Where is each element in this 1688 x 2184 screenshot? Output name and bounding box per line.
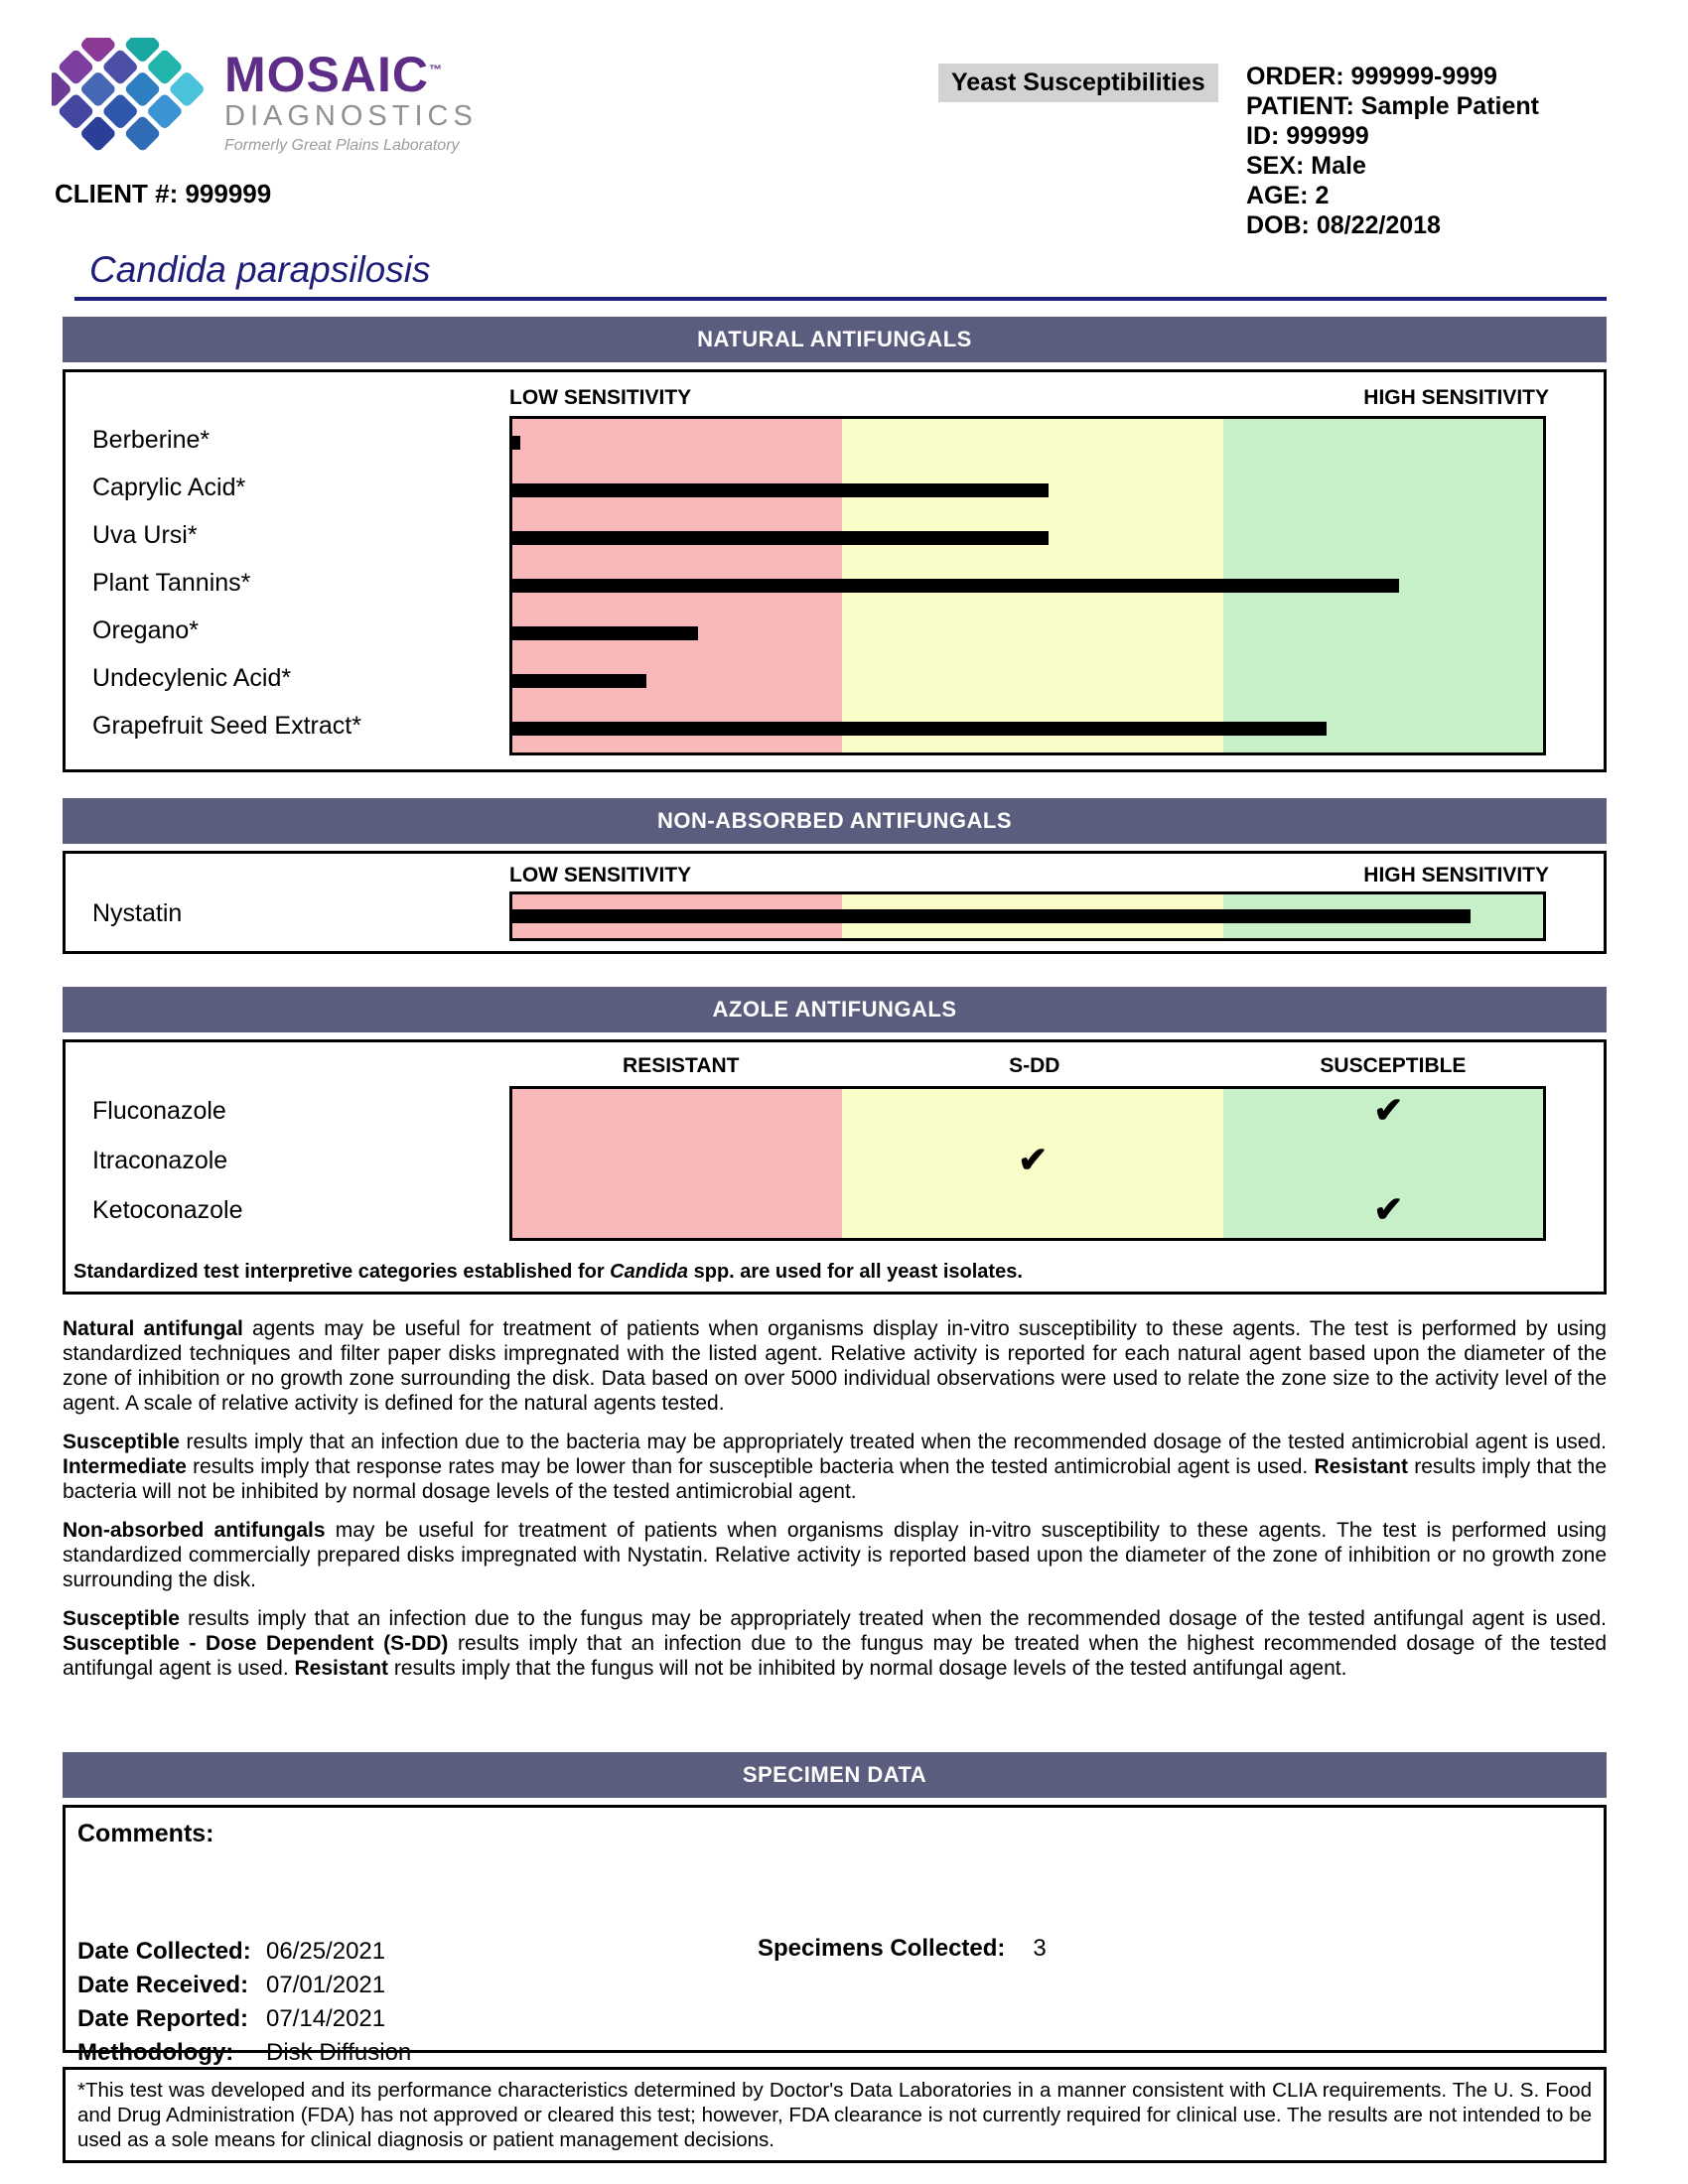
patient-info-line: DOB: 08/22/2018 (1246, 211, 1441, 239)
organism-heading: Candida parapsilosis (89, 249, 431, 290)
logo-title (224, 47, 478, 102)
agent-label: Undecylenic Acid* (92, 663, 292, 692)
field-label: Date Collected: (77, 1938, 251, 1965)
bold-term: Natural antifungal (63, 1317, 243, 1340)
specimens-collected-label: Specimens Collected: (758, 1935, 1006, 1962)
disclaimer-text: *This test was developed and its performance characteristics determined by Doctor's Data Laboratories in a manner consistent with CLIA requirements. The U. S. Food and Drug Administration (FDA) has not approved or cleared this test; however, FDA clearance is not currently required for clinical use. The results are not intended to be used as a sole means for clinical diagnosis or patient management decisions. (77, 2079, 1592, 2151)
agent-label: Nystatin (92, 898, 183, 927)
low-sensitivity-label: LOW SENSITIVITY (509, 864, 692, 887)
field-label: Date Received: (77, 1972, 249, 1998)
agent-label: Grapefruit Seed Extract* (92, 711, 361, 740)
logo-title-text: MOSAIC (224, 47, 429, 102)
agent-label: Plant Tannins* (92, 568, 251, 597)
chart-row (512, 562, 1543, 610)
heading-rule (74, 297, 1607, 301)
agent-label: Oregano* (92, 615, 200, 644)
patient-info-line: PATIENT: Sample Patient (1246, 92, 1539, 120)
specimen-field (77, 1969, 411, 2002)
drug-label: Itraconazole (92, 1146, 228, 1174)
low-sensitivity-label: LOW SENSITIVITY (509, 386, 692, 409)
specimen-fields (77, 1935, 411, 2070)
bold-term: Resistant (1314, 1455, 1408, 1478)
info-paragraph: Susceptible results imply that an infection due to the bacteria may be appropriately treated when the recommended dosage of the tested antimicrobial agent is used. Intermediate results imply that response rates may be lower than for susceptible bacteria when the tested antimicrobial agent is used. Resistant results imply that the bacteria will not be inhibited by normal dosage levels of the tested antimicrobial agent. (63, 1431, 1607, 1503)
bold-term: Intermediate (63, 1455, 187, 1478)
azole-note-italic: Candida (610, 1261, 689, 1283)
bold-term: Resistant (294, 1657, 389, 1680)
chart-row (512, 657, 1543, 705)
azole-note (73, 1261, 1594, 1292)
activity-bar (512, 674, 646, 688)
azole-row (512, 1089, 1543, 1139)
checkmark-icon: ✔ (1373, 1188, 1404, 1230)
sensitivity-axis-labels (509, 864, 1549, 887)
bold-term: Susceptible (63, 1607, 180, 1630)
checkmark-icon: ✔ (1018, 1139, 1049, 1180)
specimen-field (77, 2036, 411, 2070)
activity-bar (512, 531, 1049, 545)
chart-row (512, 419, 1543, 467)
patient-info-line: ID: 999999 (1246, 122, 1369, 150)
logo-tagline: Formerly Great Plains Laboratory (224, 137, 460, 154)
info-paragraph: Natural antifungal agents may be useful for treatment of patients when organisms display in-vitro susceptibility to these agents. The test is performed by using standardized techniques and filter paper disks impregnated with the listed agent. Relative activity is reported for each natural agent based upon the diameter of the zone of inhibition or no growth zone surrounding the disk. Data based on over 5000 individual observations were used to relate the zone size to the activity level of the agent. A scale of relative activity is defined for the natural agents tested. (63, 1317, 1607, 1415)
agent-label: Berberine* (92, 425, 211, 454)
activity-bar (512, 909, 1471, 923)
nonabsorbed-chart (66, 891, 1604, 951)
trademark-symbol: ™ (429, 62, 443, 77)
patient-info-line: SEX: Male (1246, 152, 1366, 180)
specimens-collected (758, 1935, 1047, 1963)
bold-term: Non-absorbed antifungals (63, 1519, 326, 1542)
specimens-collected-value: 3 (1033, 1935, 1047, 1962)
azole-chart (66, 1086, 1604, 1251)
nonabsorbed-agent-labels (66, 891, 509, 941)
activity-bar (512, 626, 698, 640)
mosaic-diamonds-icon (52, 38, 209, 155)
info-paragraph: Susceptible results imply that an infection due to the fungus may be appropriately treated when the recommended dosage of the tested antifungal agent is used. Susceptible - Dose Dependent (S-DD) results imply that an infection due to the fungus may be treated when the highest recommended dosage of the tested antifungal agent is used. Resistant results imply that the fungus will not be inhibited by normal dosage levels of the tested antifungal agent. (63, 1607, 1607, 1680)
client-number: CLIENT #: 999999 (55, 179, 272, 208)
activity-bar (512, 722, 1327, 736)
field-label: Methodology: (77, 2039, 234, 2066)
report-header (0, 0, 1688, 243)
sensitivity-axis-labels (509, 386, 1549, 410)
azole-note-suffix: spp. are used for all yeast isolates. (688, 1261, 1023, 1283)
field-value: 07/14/2021 (266, 2005, 386, 2032)
patient-info-line: ORDER: 999999-9999 (1246, 63, 1497, 90)
checkmark-icon: ✔ (1373, 1089, 1404, 1131)
interpretation-paragraphs (63, 1316, 1607, 1681)
nonabsorbed-chart-box (63, 851, 1607, 954)
high-sensitivity-label: HIGH SENSITIVITY (1363, 386, 1549, 409)
bold-term: Susceptible (63, 1431, 180, 1453)
patient-info-block (1246, 62, 1539, 240)
chart-row (512, 514, 1543, 562)
agent-label: Caprylic Acid* (92, 473, 246, 501)
natural-agent-labels (66, 416, 509, 755)
azole-section-header: AZOLE ANTIFUNGALS (63, 987, 1607, 1032)
logo-text (224, 38, 478, 155)
azole-result-band (509, 1086, 1546, 1241)
azole-row (512, 1188, 1543, 1238)
info-paragraph: Non-absorbed antifungals may be useful for treatment of patients when organisms display in-vitro susceptibility to these agents. The test is performed using standardized commercially prepared disks impregnated with Nystatin. Relative activity is reported based upon the diameter of the zone of inhibition or no growth zone surrounding the disk. (63, 1519, 1607, 1591)
bold-term: Susceptible - Dose Dependent (S-DD) (63, 1632, 449, 1655)
field-value: Disk Diffusion (266, 2039, 412, 2066)
report-title: Yeast Susceptibilities (938, 64, 1218, 102)
chart-row (512, 610, 1543, 657)
natural-chart (66, 416, 1604, 769)
field-label: Date Reported: (77, 2005, 249, 2032)
nonabsorbed-section-header: NON-ABSORBED ANTIFUNGALS (63, 798, 1607, 844)
azole-drug-labels (66, 1086, 509, 1241)
activity-bar (512, 483, 1049, 497)
azole-note-prefix: Standardized test interpretive categories established for (73, 1261, 611, 1283)
azole-column-header: RESISTANT (623, 1054, 740, 1077)
specimen-field (77, 2002, 411, 2036)
patient-info-line: AGE: 2 (1246, 182, 1330, 209)
azole-chart-box (63, 1039, 1607, 1295)
specimen-data-box (63, 1805, 1607, 2066)
drug-label: Fluconazole (92, 1096, 226, 1125)
natural-sensitivity-band (509, 416, 1546, 755)
disclaimer-box (63, 2067, 1607, 2163)
chart-row (512, 894, 1543, 938)
azole-column-header: SUSCEPTIBLE (1320, 1054, 1467, 1077)
specimen-section-header: SPECIMEN DATA (63, 1752, 1607, 1798)
nonabsorbed-sensitivity-band (509, 891, 1546, 941)
activity-bar (512, 436, 520, 450)
specimen-field (77, 1935, 411, 1969)
chart-row (512, 705, 1543, 752)
azole-row (512, 1139, 1543, 1188)
agent-label: Uva Ursi* (92, 520, 198, 549)
field-value: 07/01/2021 (266, 1972, 386, 1998)
activity-bar (512, 579, 1399, 593)
azole-column-header: S-DD (1009, 1054, 1060, 1077)
azole-column-headers (509, 1054, 1549, 1084)
logo-subtitle: DIAGNOSTICS (224, 100, 478, 132)
high-sensitivity-label: HIGH SENSITIVITY (1363, 864, 1549, 887)
drug-label: Ketoconazole (92, 1195, 243, 1224)
comments-label: Comments: (77, 1820, 214, 1847)
natural-chart-box (63, 369, 1607, 772)
chart-row (512, 467, 1543, 514)
natural-section-header: NATURAL ANTIFUNGALS (63, 317, 1607, 362)
mosaic-logo (52, 38, 478, 155)
field-value: 06/25/2021 (266, 1938, 386, 1965)
